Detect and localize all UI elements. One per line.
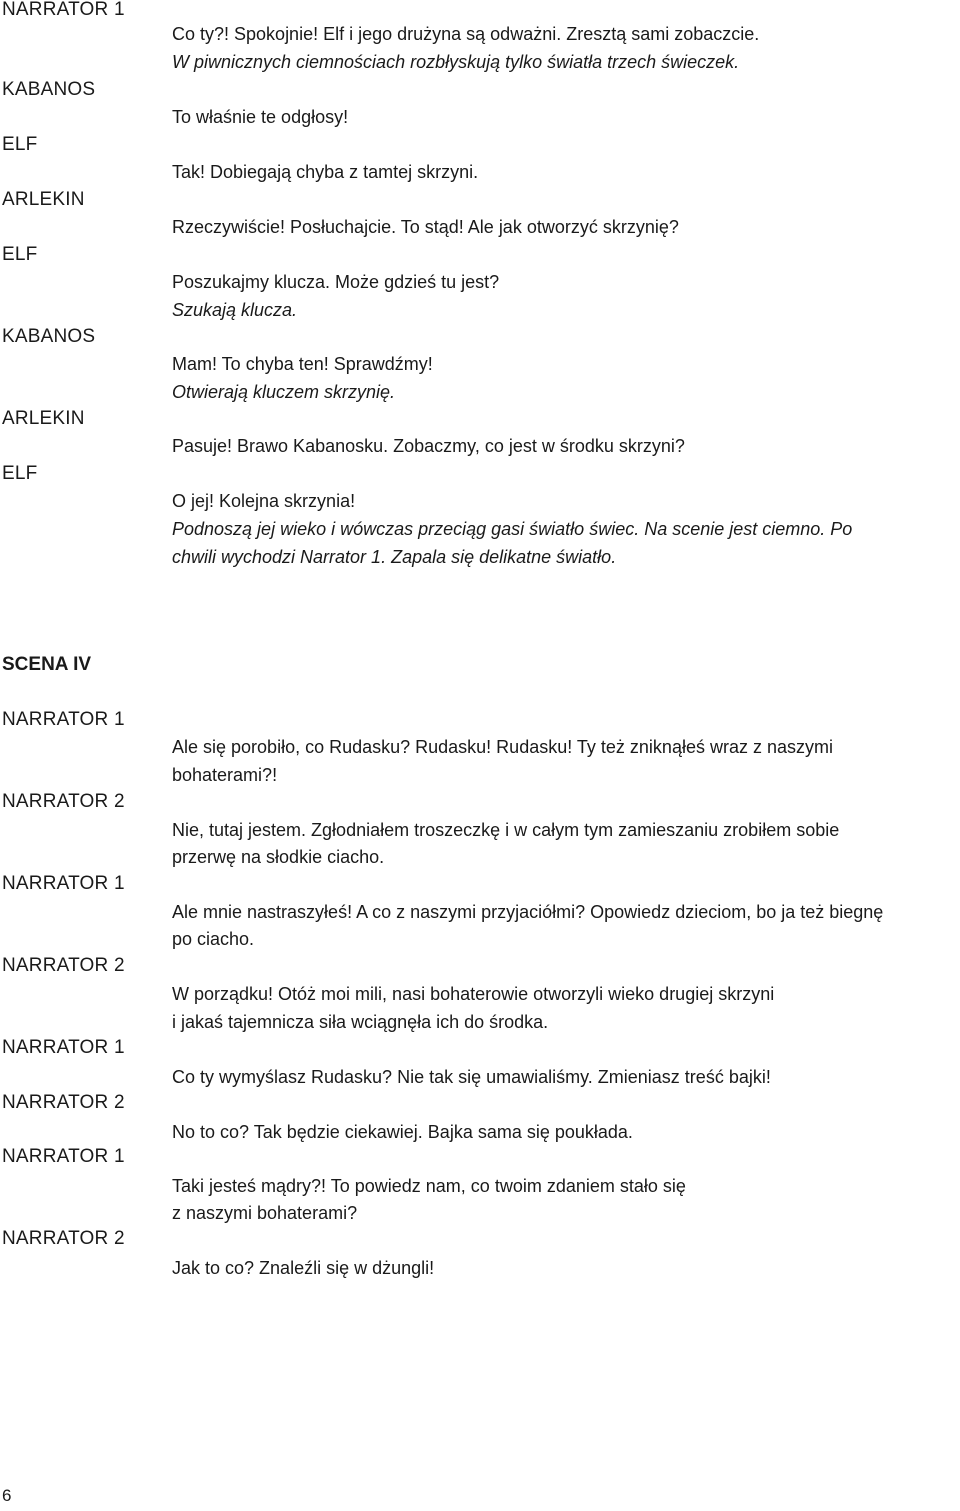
dialogue-line: przerwę na słodkie ciacho.	[172, 847, 385, 867]
speaker-label: ELF	[2, 463, 38, 484]
speaker-label: NARRATOR 1	[2, 873, 125, 894]
speaker-label: ELF	[2, 134, 38, 155]
scene-title: SCENA IV	[2, 654, 92, 675]
speaker-label: ELF	[2, 244, 38, 265]
dialogue-line: Co ty wymyślasz Rudasku? Nie tak się umawialiśmy. Zmieniasz treść bajki!	[172, 1067, 771, 1087]
dialogue-line: Ale się porobiło, co Rudasku? Rudasku! Rudasku! Ty też zniknąłeś wraz z naszymi	[172, 737, 833, 757]
speaker-label: NARRATOR 2	[2, 791, 125, 812]
dialogue-line: po ciacho.	[172, 929, 255, 949]
stage-direction: Otwierają kluczem skrzynię.	[172, 382, 396, 402]
speaker-label: ARLEKIN	[2, 189, 85, 210]
dialogue-line: i jakaś tajemnicza siła wciągnęła ich do środka.	[172, 1012, 549, 1032]
stage-direction: W piwnicznych ciemnościach rozbłyskują tylko światła trzech świeczek.	[172, 52, 740, 72]
dialogue-line: Pasuje! Brawo Kabanosku. Zobaczmy, co jest w środku skrzyni?	[172, 436, 685, 456]
dialogue-line: z naszymi bohaterami?	[172, 1203, 358, 1223]
speaker-label: NARRATOR 1	[2, 1037, 125, 1058]
speaker-label: NARRATOR 1	[2, 0, 125, 20]
speaker-label: NARRATOR 1	[2, 1146, 125, 1167]
dialogue-line: Co ty?! Spokojnie! Elf i jego drużyna są odważni. Zresztą sami zobaczcie.	[172, 24, 760, 44]
dialogue-line: Nie, tutaj jestem. Zgłodniałem troszeczkę i w całym tym zamieszaniu zrobiłem sobie	[172, 820, 840, 840]
speaker-label: NARRATOR 1	[2, 709, 125, 730]
dialogue-line: bohaterami?!	[172, 765, 278, 785]
dialogue-line: Ale mnie nastraszyłeś! A co z naszymi przyjaciółmi? Opowiedz dzieciom, bo ja też biegnę	[172, 902, 884, 922]
speaker-label: ARLEKIN	[2, 408, 85, 429]
dialogue-line: Rzeczywiście! Posłuchajcie. To stąd! Ale jak otworzyć skrzynię?	[172, 217, 679, 237]
speaker-label: KABANOS	[2, 326, 96, 347]
dialogue-line: O jej! Kolejna skrzynia!	[172, 491, 356, 511]
speaker-label: NARRATOR 2	[2, 955, 125, 976]
dialogue-line: To właśnie te odgłosy!	[172, 107, 349, 127]
speaker-label: NARRATOR 2	[2, 1228, 125, 1249]
stage-direction: Szukają klucza.	[172, 300, 298, 320]
dialogue-line: Mam! To chyba ten! Sprawdźmy!	[172, 354, 433, 374]
stage-direction: chwili wychodzi Narrator 1. Zapala się delikatne światło.	[172, 547, 617, 567]
dialogue-line: No to co? Tak będzie ciekawiej. Bajka sama się poukłada.	[172, 1122, 633, 1142]
dialogue-line: Poszukajmy klucza. Może gdzieś tu jest?	[172, 272, 500, 292]
dialogue-line: Jak to co? Znaleźli się w dżungli!	[172, 1258, 435, 1278]
page-number: 6	[2, 1486, 12, 1505]
dialogue-line: Tak! Dobiegają chyba z tamtej skrzyni.	[172, 162, 479, 182]
dialogue-line: Taki jesteś mądry?! To powiedz nam, co twoim zdaniem stało się	[172, 1176, 686, 1196]
stage-direction: Podnoszą jej wieko i wówczas przeciąg gasi światło świec. Na scenie jest ciemno. Po	[172, 519, 853, 539]
speaker-label: KABANOS	[2, 79, 96, 100]
dialogue-line: W porządku! Otóż moi mili, nasi bohaterowie otworzyli wieko drugiej skrzyni	[172, 984, 775, 1004]
speaker-label: NARRATOR 2	[2, 1092, 125, 1113]
